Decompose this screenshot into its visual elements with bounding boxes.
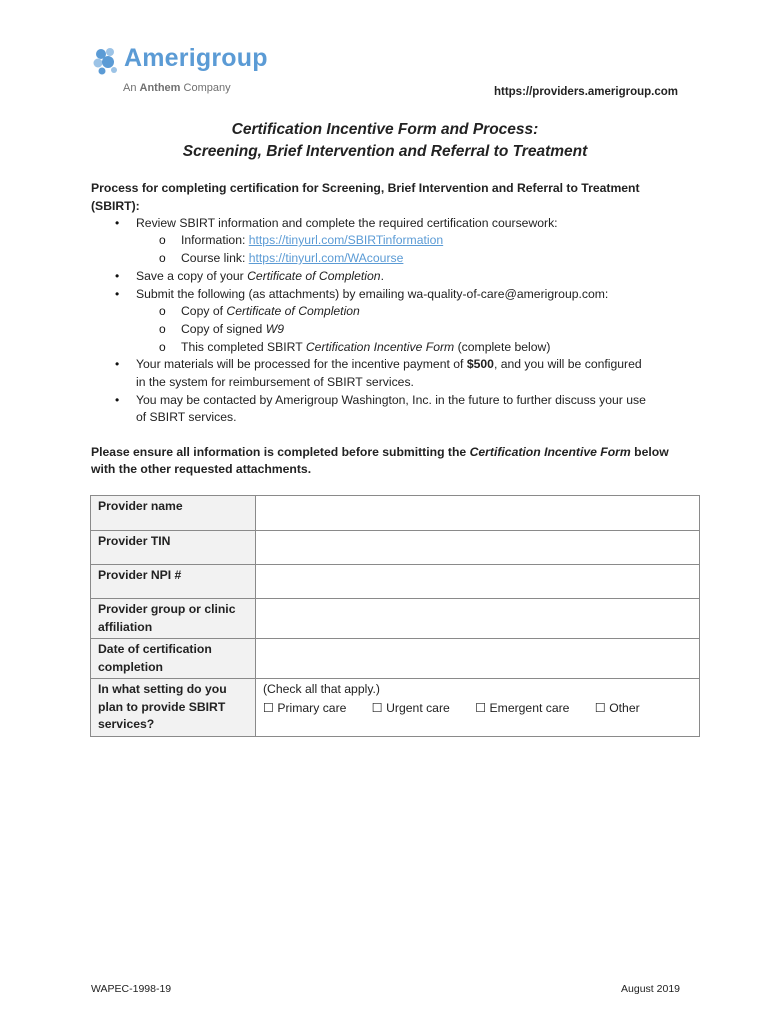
bullet-icon: • (115, 216, 120, 230)
provider-name-label: Provider name (91, 496, 256, 531)
form-code: WAPEC-1998-19 (91, 983, 172, 995)
check-hint: (Check all that apply.) (263, 682, 380, 696)
certification-form-table (90, 495, 700, 737)
setting-label: In what setting do you plan to provide SBIRT services? (91, 679, 256, 737)
provider-group-label: Provider group or clinic affiliation (91, 599, 256, 639)
table-row (91, 565, 700, 599)
list-item-save: Save a copy of your Certificate of Completion. (136, 269, 384, 283)
provider-tin-label: Provider TIN (91, 531, 256, 565)
table-row (91, 599, 700, 639)
list-item-contacted: You may be contacted by Amerigroup Washington, Inc. in the future to further discuss your use (136, 393, 646, 407)
bullet-icon: • (115, 269, 120, 283)
form-subtitle: Screening, Brief Intervention and Referral to Treatment (182, 143, 588, 160)
setting-options (256, 679, 700, 737)
emergent-care-checkbox[interactable]: ☐ Emergent care (475, 700, 570, 715)
sub-bullet-icon: o (159, 233, 166, 247)
ensure-note: Please ensure all information is completed before submitting the Certification Incentive Form below (91, 445, 669, 459)
logo-flower-icon (92, 46, 122, 76)
logo-tagline: An Anthem Company (123, 82, 231, 94)
certification-date-field[interactable] (256, 639, 700, 679)
provider-tin-field[interactable] (256, 531, 700, 565)
table-row (91, 496, 700, 531)
other-checkbox[interactable]: ☐ Other (594, 700, 640, 715)
bullet-icon: • (115, 357, 120, 371)
sbirt-information-link[interactable]: https://tinyurl.com/SBIRTinformation (248, 233, 444, 247)
bullet-icon: • (115, 393, 120, 407)
provider-npi-field[interactable] (256, 565, 700, 599)
sub-bullet-icon: o (159, 304, 166, 318)
sub-bullet-icon: o (159, 251, 166, 265)
bullet-icon: • (115, 287, 120, 301)
form-title: Certification Incentive Form and Process: (231, 121, 539, 138)
provider-group-field[interactable] (256, 599, 700, 639)
list-item-information: Information: https://tinyurl.com/SBIRTinformation (181, 233, 444, 247)
list-item-course: Course link: https://tinyurl.com/WAcourse (181, 251, 404, 265)
table-row (91, 531, 700, 565)
checkbox-icon: ☐ (594, 700, 606, 715)
sub-bullet-icon: o (159, 340, 166, 354)
course-link[interactable]: https://tinyurl.com/WAcourse (248, 251, 404, 265)
website-url: https://providers.amerigroup.com (493, 86, 678, 98)
certification-date-label: Date of certification completion (91, 639, 256, 679)
list-item-copy-certificate: Copy of Certificate of Completion (181, 304, 360, 318)
logo-wordmark: Amerigroup (124, 44, 268, 72)
list-item-contacted-cont: of SBIRT services. (136, 410, 237, 424)
table-row (91, 639, 700, 679)
ensure-note-cont: with the other requested attachments. (91, 462, 312, 476)
urgent-care-checkbox[interactable]: ☐ Urgent care (371, 700, 450, 715)
list-item-review: Review SBIRT information and complete the required certification coursework: (136, 216, 558, 230)
amerigroup-logo (92, 44, 292, 104)
provider-name-field[interactable] (256, 496, 700, 531)
table-row (91, 679, 700, 737)
checkbox-icon: ☐ (371, 700, 383, 715)
list-item-materials-cont: in the system for reimbursement of SBIRT services. (136, 375, 414, 389)
sub-bullet-icon: o (159, 322, 166, 336)
checkbox-icon: ☐ (263, 700, 274, 715)
list-item-completed-form: This completed SBIRT Certification Incentive Form (complete below) (181, 340, 551, 354)
primary-care-checkbox[interactable]: ☐ Primary care (263, 700, 347, 715)
list-item-materials: Your materials will be processed for the incentive payment of $500, and you will be configured (136, 357, 642, 371)
form-date: August 2019 (621, 983, 680, 995)
checkbox-icon: ☐ (475, 700, 487, 715)
process-intro: Process for completing certification for Screening, Brief Intervention and Referral to Treatment (SBIRT): (91, 181, 640, 213)
list-item-copy-w9: Copy of signed W9 (181, 322, 284, 336)
provider-npi-label: Provider NPI # (91, 565, 256, 599)
list-item-submit: Submit the following (as attachments) by emailing wa-quality-of-care@amerigroup.com: (136, 287, 609, 301)
